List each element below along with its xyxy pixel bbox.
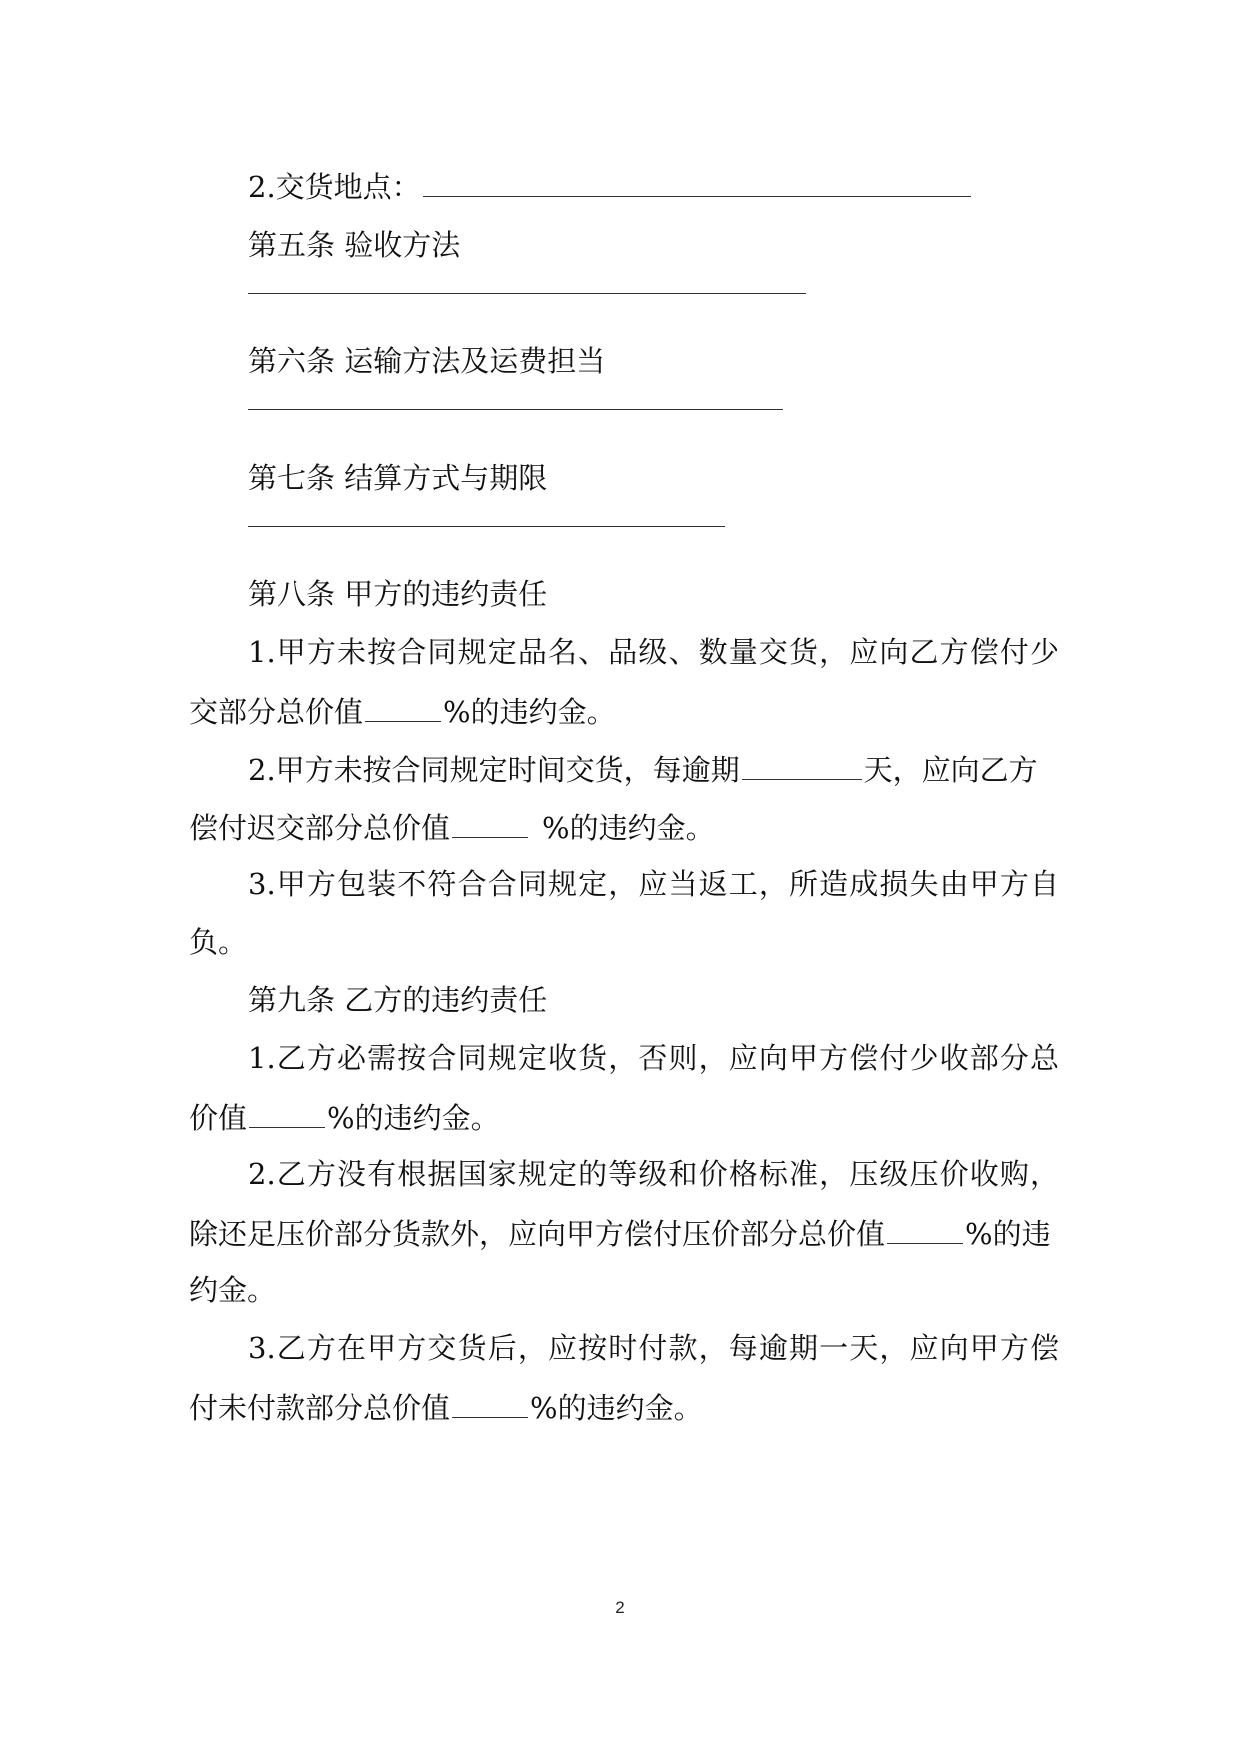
article9-item2-line1: 2.乙方没有根据国家规定的等级和价格标准，压级压价收购， bbox=[248, 1157, 1059, 1191]
article8-item1-text-b: %的违约金。 bbox=[443, 695, 616, 729]
delivery-place-blank bbox=[423, 160, 971, 197]
delivery-place-label: 2.交货地点： bbox=[248, 170, 421, 204]
article8-title: 第八条 甲方的违约责任 bbox=[248, 577, 548, 611]
article6-blank-rule bbox=[248, 409, 783, 410]
article8-item3-line1: 3.甲方包装不符合合同规定，应当返工，所造成损失由甲方自 bbox=[248, 867, 1059, 901]
article8-item2-text-d: %的违约金。 bbox=[542, 811, 715, 845]
article8-item2-text-a: 2.甲方未按合同规定时间交货，每逾期 bbox=[248, 753, 740, 787]
article9-item3-blank bbox=[452, 1381, 528, 1418]
article9-item3-text-b: %的违约金。 bbox=[530, 1391, 703, 1425]
article9-item3-line2 bbox=[189, 1381, 1059, 1431]
delivery-place-line bbox=[248, 160, 1118, 210]
article5-title: 第五条 验收方法 bbox=[248, 228, 461, 262]
article9-item1-text-b: %的违约金。 bbox=[327, 1101, 500, 1135]
article8-item1-text-a: 交部分总价值 bbox=[189, 695, 364, 729]
article9-item1-line2 bbox=[189, 1091, 1059, 1141]
article8-item3-line2: 负。 bbox=[189, 925, 248, 959]
article9-item3-text-a: 付未付款部分总价值 bbox=[189, 1391, 451, 1425]
article9-item2-blank bbox=[887, 1207, 963, 1244]
article9-item1-blank bbox=[249, 1091, 325, 1128]
article7-title: 第七条 结算方式与期限 bbox=[248, 461, 548, 495]
article8-item2-line1 bbox=[248, 743, 1118, 793]
article8-item2-line2 bbox=[189, 801, 1059, 851]
article6-title: 第六条 运输方法及运费担当 bbox=[248, 344, 606, 378]
article8-item1-blank bbox=[365, 685, 441, 722]
article9-title: 第九条 乙方的违约责任 bbox=[248, 983, 548, 1017]
article8-item2-text-b: 天，应向乙方 bbox=[863, 753, 1038, 787]
article8-item1-line1: 1.甲方未按合同规定品名、品级、数量交货，应向乙方偿付少 bbox=[248, 635, 1059, 669]
article8-item1-line2 bbox=[189, 685, 1059, 735]
article9-item1-text-a: 价值 bbox=[189, 1101, 248, 1135]
page-number: 2 bbox=[615, 1598, 625, 1617]
article9-item2-text-b: %的违 bbox=[965, 1217, 1051, 1251]
article8-item2-days-blank bbox=[742, 743, 862, 780]
article8-item2-percent-blank bbox=[452, 801, 528, 838]
article9-item3-line1: 3.乙方在甲方交货后，应按时付款，每逾期一天，应向甲方偿 bbox=[248, 1331, 1059, 1365]
article9-item2-text-a: 除还足压价部分货款外，应向甲方偿付压价部分总价值 bbox=[189, 1217, 886, 1251]
article7-blank-rule bbox=[248, 526, 725, 527]
article9-item2-line2 bbox=[189, 1207, 1059, 1257]
article9-item2-line3: 约金。 bbox=[189, 1273, 277, 1307]
article8-item2-text-c: 偿付迟交部分总价值 bbox=[189, 811, 451, 845]
article9-item1-line1: 1.乙方必需按合同规定收货，否则，应向甲方偿付少收部分总 bbox=[248, 1041, 1059, 1075]
article5-blank-rule bbox=[248, 293, 806, 294]
